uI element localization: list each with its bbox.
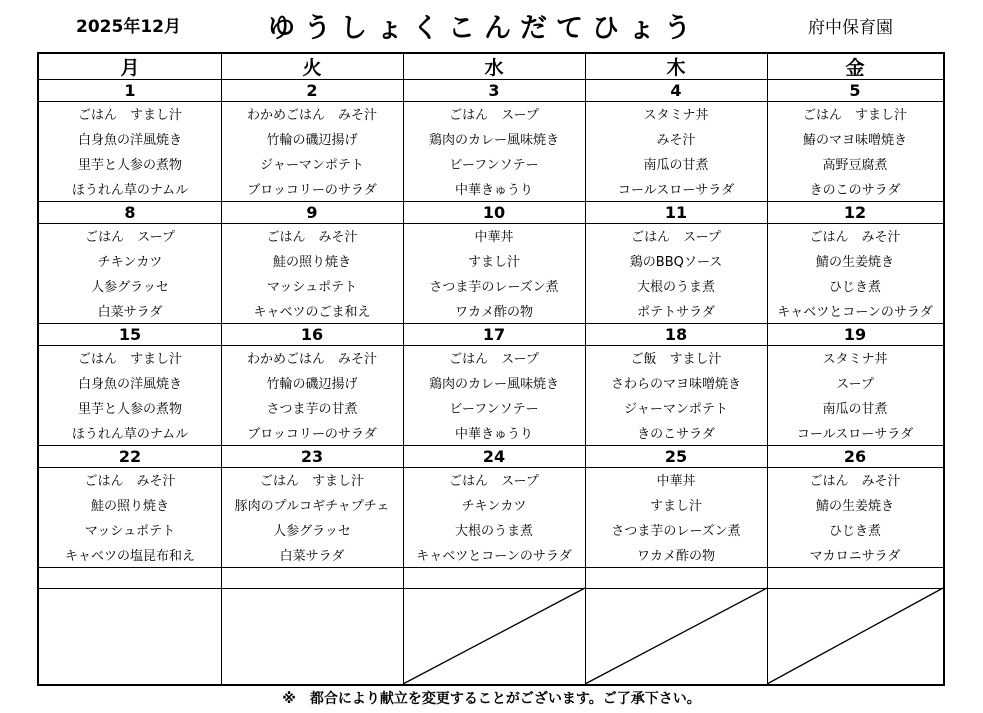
menu-item: ジャーマンポテト	[260, 158, 364, 173]
menu-item: ごはん みそ汁	[809, 230, 901, 245]
menu-item: ごはん みそ汁	[809, 474, 901, 489]
menu-item: さわらのマヨ味噌焼き	[610, 377, 741, 392]
menu-item: 鰆のマヨ味噌焼き	[802, 133, 907, 148]
menu-item: キャベツのごま和え	[253, 305, 371, 320]
menu-item: スタミナ丼	[822, 352, 888, 367]
diagonal-slash	[585, 588, 767, 684]
menu-item: ほうれん草のナムル	[71, 183, 189, 198]
date-number: 4	[670, 80, 682, 100]
menu-table	[37, 52, 945, 686]
menu-item: さつま芋のレーズン煮	[611, 524, 741, 539]
date-number: 25	[664, 446, 688, 466]
menu-item: 中華丼	[656, 474, 696, 489]
menu-item: 大根のうま煮	[636, 280, 715, 295]
menu-item: キャベツとコーンのサラダ	[777, 305, 933, 320]
menu-item: コールスローサラダ	[617, 183, 735, 198]
menu-item: ビーフンソテー	[449, 158, 539, 173]
menu-item: コールスローサラダ	[796, 427, 914, 442]
menu-item: すまし汁	[467, 255, 520, 270]
menu-item: マッシュポテト	[84, 524, 176, 539]
date-number: 23	[300, 446, 324, 466]
menu-item: ごはん スープ	[449, 474, 539, 489]
menu-item: 鯖の生姜焼き	[815, 499, 894, 514]
menu-item: ごはん みそ汁	[84, 474, 176, 489]
menu-item: 豚肉のプルコギチャプチェ	[234, 499, 390, 514]
date-number: 2	[306, 80, 318, 100]
date-number: 9	[306, 202, 318, 222]
menu-item: 竹輪の磯辺揚げ	[266, 133, 358, 148]
diagonal-slash	[767, 588, 943, 684]
month-label: 2025年12月	[76, 17, 181, 37]
menu-item: ほうれん草のナムル	[71, 427, 189, 442]
date-number: 1	[124, 80, 136, 100]
menu-item: キャベツとコーンのサラダ	[416, 549, 572, 564]
menu-item: みそ汁	[656, 133, 696, 148]
menu-item: すまし汁	[649, 499, 702, 514]
menu-item: 里芋と人参の煮物	[77, 158, 182, 173]
menu-item: ご飯 すまし汁	[630, 352, 722, 367]
menu-item: 竹輪の磯辺揚げ	[266, 377, 358, 392]
menu-item: ポテトサラダ	[637, 305, 715, 320]
menu-item: 中華きゅうり	[454, 427, 533, 442]
menu-item: 中華きゅうり	[454, 183, 533, 198]
menu-item: キャベツの塩昆布和え	[64, 549, 195, 564]
menu-item: さつま芋のレーズン煮	[429, 280, 559, 295]
menu-item: 高野豆腐煮	[822, 158, 888, 173]
menu-item: 南瓜の甘煮	[822, 402, 888, 417]
menu-item: ごはん スープ	[631, 230, 721, 245]
menu-item: 鶏肉のカレー風味焼き	[428, 133, 559, 148]
date-number: 15	[118, 324, 142, 344]
menu-item: 鶏肉のカレー風味焼き	[428, 377, 559, 392]
menu-item: 人参グラッセ	[91, 280, 169, 295]
menu-item: きのこのサラダ	[809, 183, 901, 198]
diagonal-slash	[403, 588, 585, 684]
menu-item: ビーフンソテー	[449, 402, 539, 417]
menu-item: 大根のうま煮	[454, 524, 533, 539]
weekday-header: 月	[120, 57, 140, 79]
date-number: 26	[843, 446, 867, 466]
date-number: 12	[843, 202, 867, 222]
footer-notice: ※ 都合により献立を変更することがございます。ご了承下さい。	[282, 691, 701, 707]
date-number: 22	[118, 446, 142, 466]
menu-item: ひじき煮	[828, 524, 881, 539]
weekday-header: 金	[845, 57, 865, 79]
menu-item: 南瓜の甘煮	[643, 158, 709, 173]
menu-item: 白身魚の洋風焼き	[77, 133, 182, 148]
date-number: 18	[664, 324, 688, 344]
menu-item: ワカメ酢の物	[454, 305, 533, 320]
date-number: 24	[482, 446, 506, 466]
weekday-header: 木	[666, 57, 686, 79]
page-title: ゆうしょくこんだてひょう	[268, 13, 700, 44]
weekday-header: 火	[302, 57, 322, 79]
menu-item: ごはん すまし汁	[802, 108, 907, 123]
date-number: 10	[482, 202, 506, 222]
menu-item: マカロニサラダ	[809, 549, 901, 564]
menu-item: 里芋と人参の煮物	[77, 402, 182, 417]
date-number: 11	[664, 202, 688, 222]
school-name: 府中保育園	[808, 18, 893, 38]
menu-item: さつま芋の甘煮	[266, 402, 358, 417]
menu-item: 白菜サラダ	[97, 305, 163, 320]
date-number: 17	[482, 324, 506, 344]
menu-item: スープ	[836, 377, 874, 392]
menu-item: ごはん すまし汁	[77, 108, 182, 123]
menu-item: ごはん スープ	[449, 108, 539, 123]
date-number: 8	[124, 202, 136, 222]
menu-item: ごはん すまし汁	[77, 352, 182, 367]
menu-item: わかめごはん みそ汁	[246, 352, 377, 367]
date-number: 19	[843, 324, 867, 344]
menu-item: わかめごはん みそ汁	[246, 108, 377, 123]
menu-item: 鶏のBBQソース	[629, 255, 723, 270]
page-header	[0, 0, 983, 52]
menu-item: 中華丼	[474, 230, 514, 245]
menu-item: ひじき煮	[828, 280, 881, 295]
menu-item: ごはん みそ汁	[266, 230, 358, 245]
diagonal-slashes	[39, 54, 943, 684]
date-number: 16	[300, 324, 324, 344]
weekday-header: 水	[484, 57, 504, 79]
menu-item: ブロッコリーのサラダ	[247, 183, 377, 198]
menu-item: 鮭の照り焼き	[90, 499, 169, 514]
menu-item: ごはん すまし汁	[259, 474, 364, 489]
menu-item: 人参グラッセ	[273, 524, 351, 539]
menu-item: スタミナ丼	[643, 108, 709, 123]
menu-item: 鮭の照り焼き	[272, 255, 351, 270]
menu-item: チキンカツ	[97, 255, 163, 270]
menu-item: ジャーマンポテト	[624, 402, 728, 417]
menu-item: ワカメ酢の物	[636, 549, 715, 564]
menu-item: ブロッコリーのサラダ	[247, 427, 377, 442]
menu-item: ごはん スープ	[85, 230, 175, 245]
menu-item: マッシュポテト	[266, 280, 358, 295]
menu-item: 白身魚の洋風焼き	[77, 377, 182, 392]
date-number: 5	[849, 80, 861, 100]
menu-item: 白菜サラダ	[279, 549, 345, 564]
menu-item: きのこサラダ	[637, 427, 715, 442]
menu-item: チキンカツ	[461, 499, 527, 514]
menu-item: 鯖の生姜焼き	[815, 255, 894, 270]
menu-item: ごはん スープ	[449, 352, 539, 367]
date-number: 3	[488, 80, 500, 100]
